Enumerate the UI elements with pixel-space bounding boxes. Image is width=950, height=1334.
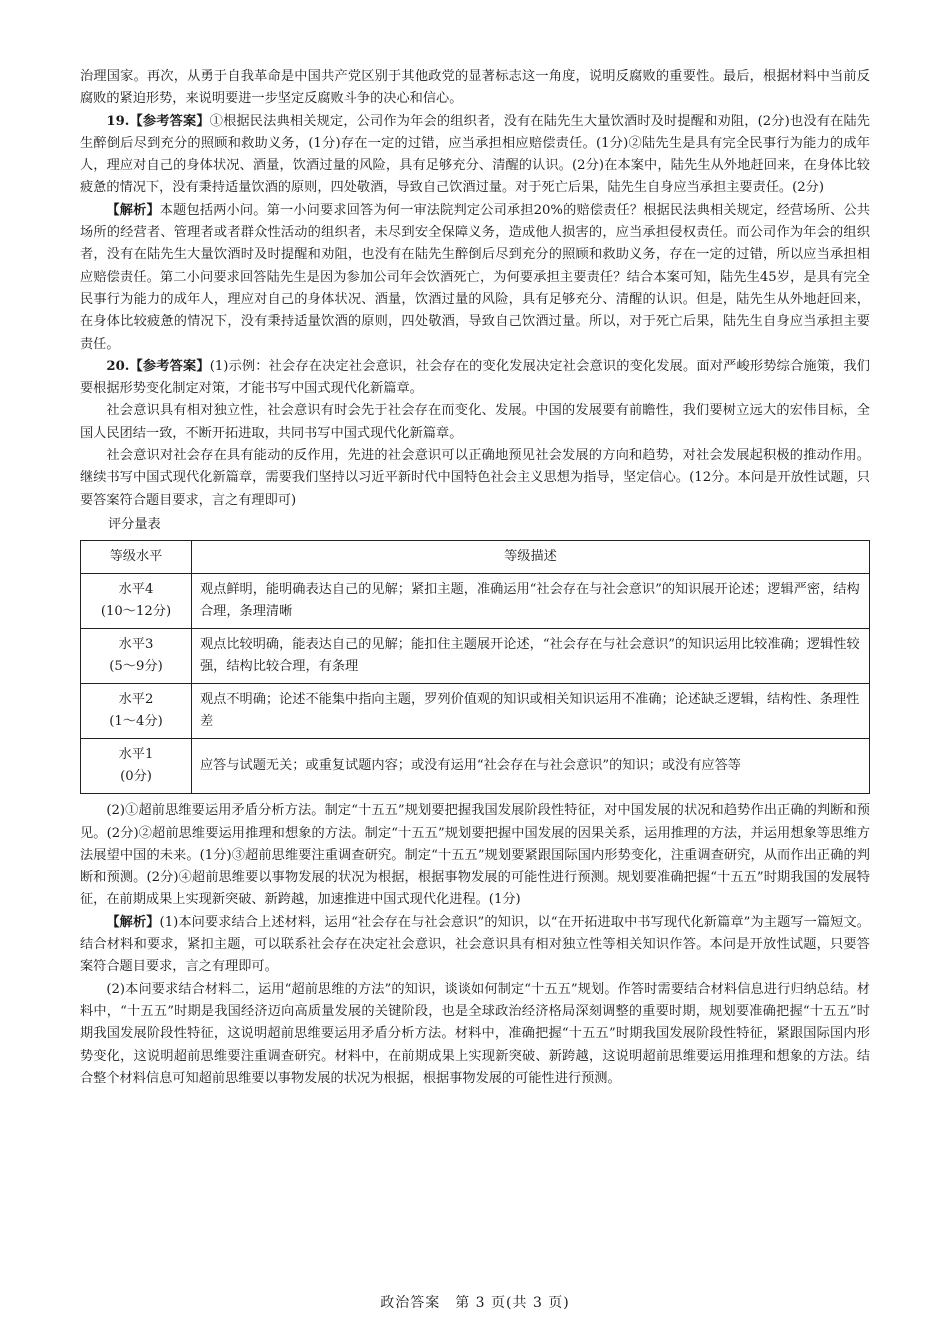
table-header-row bbox=[81, 541, 870, 574]
level-cell bbox=[81, 739, 192, 794]
table-row bbox=[81, 574, 870, 629]
table-row bbox=[81, 739, 870, 794]
q20-paragraph-2: 社会意识具有相对独立性，社会意识有时会先于社会存在而变化、发展。中国的发展要有前瞻性，我们要树立远大的宏伟目标，全国人民团结一致，不断开拓进取，共同书写中国式现代化新篇章。 bbox=[80, 403, 870, 441]
q19-label: 19.【参考答案】 bbox=[106, 113, 210, 129]
level-score: (5～9分) bbox=[109, 659, 163, 675]
page-footer: 政治答案 第 3 页(共 3 页) bbox=[380, 1295, 570, 1311]
level-name: 水平1 bbox=[118, 747, 154, 763]
table-row bbox=[81, 629, 870, 684]
q19-analysis-text: 本题包括两小问。第一小问要求回答为何一审法院判定公司承担20%的赔偿责任？根据民法典相关规定，经营场所、公共场所的经营者、管理者或者群众性活动的组织者，未尽到安全保障义务，造成他人损害的，应当承担侵权责任。而公司作为年会的组织者，没有在陆先生大量饮酒时及时提醒和劝阻，也没有在陆先生醉倒后尽到充分的照顾和救助义务，存在一定的过错，所以应当承担相应赔偿责任。第二小问要求回答陆先生是因为参加公司年会饮酒死亡，为何要承担主要责任？结合本案可知，陆先生45岁，是具有完全民事行为能力的成年人，理应对自己的身体状况、酒量，饮酒过量的风险，具有足够充分、清醒的认识。但是，陆先生从外地赶回来，在身体比较疲惫的情况下，没有秉持适量饮酒的原则，四处敬酒，导致自己饮酒过量。所以，对于死亡后果，陆先生自身应当承担主要责任。 bbox=[80, 202, 870, 352]
level-score: (1～4分) bbox=[109, 714, 163, 730]
q20-analysis-label: 【解析】 bbox=[106, 914, 160, 930]
level-name: 水平3 bbox=[118, 637, 154, 653]
paragraph-continued: 治理国家。再次，从勇于自我革命是中国共产党区别于其他政党的显著标志这一角度，说明反腐败的重要性。最后，根据材料中当前反腐败的紧迫形势，来说明要进一步坚定反腐败斗争的决心和信心。 bbox=[80, 69, 870, 107]
level-score: (10～12分) bbox=[100, 604, 172, 620]
q20-analysis bbox=[80, 912, 870, 979]
level-name: 水平4 bbox=[118, 582, 154, 598]
scoring-table bbox=[80, 540, 870, 794]
q20-part2-answer: (2)①超前思维要运用矛盾分析方法。制定“十五五”规划要把握我国发展阶段性特征，对中国发展的状况和趋势作出正确的判断和预见。(2分)②超前思维要运用推理和想象的方法。制定“十五五”规划要把握中国发展的因果关系，运用推理的方法，并运用想象等思维方法展望中国的未来。(1分)③超前思维要注重调查研究。制定“十五五”规划要紧跟国际国内形势变化，注重调查研究，从而作出正确的判断和预测。(2分)④超前思维要以事物发展的状况为根据，根据事物发展的可能性进行预测。规划要准确把握“十五五”时期我国的发展特征，在前期成果上实现新突破、新跨越，加速推进中国式现代化进程。(1分) bbox=[80, 803, 870, 908]
q20-answer-part1: (1)示例：社会存在决定社会意识，社会存在的变化发展决定社会意识的变化发展。面对严峻形势综合施策，我们要根据形势变化制定对策，才能书写中国式现代化新篇章。 bbox=[80, 358, 870, 397]
header-description: 等级描述 bbox=[192, 541, 870, 574]
q20-analysis-part2: (2)本问要求结合材料二，运用“超前思维的方法”的知识，谈谈如何制定“十五五”规划。作答时需要结合材料信息进行归纳总结。材料中，“十五五”时期是我国经济迈向高质量发展的关键阶段，也是全球政治经济格局深刻调整的重要时期，规划要准确把握“十五五”时期我国发展阶段性特征，这说明超前思维要运用矛盾分析方法。材料中，准确把握“十五五”时期我国发展阶段性特征，紧跟国际国内形势变化，这说明超前思维要注重调查研究。材料中，在前期成果上实现新突破、新跨越，这说明超前思维要运用推理和想象的方法。结合整个材料信息可知超前思维要以事物发展的状况为根据，根据事物发展的可能性进行预测。 bbox=[80, 981, 870, 1086]
table-row bbox=[81, 684, 870, 739]
level-score: (0分) bbox=[120, 769, 152, 785]
q20-label: 20.【参考答案】 bbox=[106, 358, 210, 374]
description-cell: 观点不明确；论述不能集中指向主题，罗列价值观的知识或相关知识运用不准确；论述缺乏逻辑，结构性、条理性差 bbox=[192, 684, 870, 739]
q19-answer-text: ①根据民法典相关规定，公司作为年会的组织者，没有在陆先生大量饮酒时及时提醒和劝阻，(2分)也没有在陆先生醉倒后尽到充分的照顾和救助义务，(1分)存在一定的过错，应当承担相应赔偿责任。(1分)②陆先生是具有完全民事行为能力的成年人，理应对自己的身体状况、酒量，饮酒过量的风险，具有足够充分、清醒的认识。(2分)在本案中，陆先生从外地赶回来，在身体比较疲惫的情况下，没有秉持适量饮酒的原则，四处敬酒，导致自己饮酒过量。对于死亡后果，陆先生自身应当承担主要责任。(2分) bbox=[80, 113, 870, 196]
level-cell bbox=[81, 684, 192, 739]
description-cell: 应答与试题无关；或重复试题内容；或没有运用“社会存在与社会意识”的知识；或没有应答等 bbox=[192, 739, 870, 794]
q19-analysis bbox=[80, 200, 870, 356]
level-cell bbox=[81, 629, 192, 684]
scoring-table-title: 评分量表 bbox=[108, 516, 161, 532]
level-cell bbox=[81, 574, 192, 629]
description-cell: 观点比较明确，能表达自己的见解；能扣住主题展开论述，“社会存在与社会意识”的知识运用比较准确；逻辑性较强，结构比较合理，有条理 bbox=[192, 629, 870, 684]
header-level: 等级水平 bbox=[81, 541, 192, 574]
q20-paragraph-3: 社会意识对社会存在具有能动的反作用，先进的社会意识可以正确地预见社会发展的方向和趋势，对社会发展起积极的推动作用。继续书写中国式现代化新篇章，需要我们坚持以习近平新时代中国特色社会主义思想为指导，坚定信心。(12分。本问是开放性试题，只要答案符合题目要求，言之有理即可) bbox=[80, 448, 870, 508]
q19-answer bbox=[80, 111, 870, 200]
q20-analysis-part1: (1)本问要求结合上述材料，运用“社会存在与社会意识”的知识，以“在开拓进取中书写现代化新篇章”为主题写一篇短文。结合材料和要求，紧扣主题，可以联系社会存在决定社会意识，社会意识具有相对独立性等相关知识作答。本问是开放性试题，只要答案符合题目要求，言之有理即可。 bbox=[80, 914, 870, 975]
q19-analysis-label: 【解析】 bbox=[106, 202, 160, 218]
q20-answer bbox=[80, 356, 870, 401]
description-cell: 观点鲜明，能明确表达自己的见解；紧扣主题，准确运用“社会存在与社会意识”的知识展开论述；逻辑严密，结构合理，条理清晰 bbox=[192, 574, 870, 629]
level-name: 水平2 bbox=[118, 692, 154, 708]
